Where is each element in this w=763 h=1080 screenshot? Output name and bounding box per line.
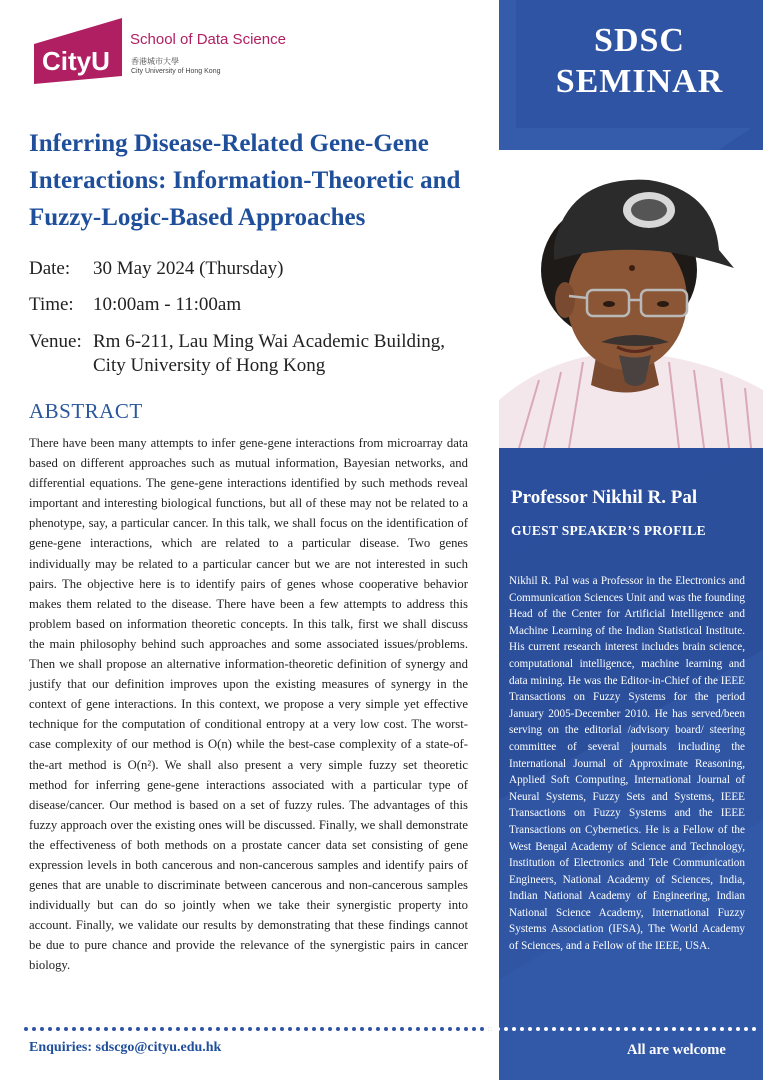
logo-english-name: City University of Hong Kong	[131, 68, 221, 75]
date-label: Date:	[29, 258, 71, 279]
date-value: 30 May 2024 (Thursday)	[93, 258, 284, 279]
logo-wordmark: CityU	[42, 46, 110, 76]
abstract-body: There have been many attempts to infer gene-gene interactions from microarray data based on different approaches such as mutual information, Bayesian networks, and differential equations. The gene-gene interactions identified by such methods reveal important and interesting biological functions, but all of these may not be related to a phenotype, say, a particular cancer. In this talk, we shall focus on the identification of gene-gene interactions, which are related to a particular disease. Two genes individually may be related to a particular cancer but we are not interested in such pairs. The objective here is to identify pairs of genes whose cooperative behavior makes them related to the disease. There have been a few attempts to address this problem based on information theoretic concepts. In this talk, first we shall discuss the main philosophy behind such approaches and some associated issues/problems. Then we shall propose an alternative information-theoretic definition of synergy and justify that our definition improves upon the existing measures of synergy in the context of gene interactions. In this context, we propose a very simple yet effective technique for the computation of conditional entropy at a very low cost. The worst-case complexity of our method is O(n) while the best-case complexity of a state-of-the-art method is O(n²). We shall also present a very simple fuzzy set theoretic method for inferring gene-gene interactions associated with a particular type of disease/cancer. Our method is based on a set of fuzzy rules. The advantages of this fuzzy approach over the existing ones will be discussed. Finally, we shall demonstrate the effectiveness of both methods on a prostate cancer data set consisting of gene expression levels in both cancerous and non-cancerous samples and identify pairs of genes that are unable to discriminate between cancerous and non-cancerous samples individually but can do so jointly when we take their synergistic property into account. Finally, we validate our results by demonstrating that these findings cannot be due to pure chance and provide the relevance of the synergistic pairs in cancer biology.	[29, 436, 468, 973]
seminar-title: Inferring Disease-Related Gene-Gene Interactions: Information-Theoretic and Fuzzy-Logic-Based Approaches	[29, 130, 461, 231]
logo-chinese-name: 香港城市大學	[131, 57, 179, 66]
enquiries-contact: Enquiries: sdscgo@cityu.edu.hk	[29, 1040, 222, 1055]
speaker-profile-label: GUEST SPEAKER’S PROFILE	[511, 523, 706, 538]
dotted-divider-left	[22, 1024, 498, 1034]
dotted-divider-right	[486, 1024, 763, 1034]
cityu-logo	[30, 18, 280, 88]
logo-school-name: School of Data Science	[130, 31, 286, 48]
time-value: 10:00am - 11:00am	[93, 294, 242, 315]
speaker-name: Professor Nikhil R. Pal	[511, 487, 698, 508]
abstract-heading: ABSTRACT	[29, 399, 143, 423]
venue-value-line2: City University of Hong Kong	[93, 355, 326, 376]
speaker-photo	[499, 150, 763, 448]
venue-label: Venue:	[29, 331, 82, 352]
speaker-bio: Nikhil R. Pal was a Professor in the Electronics and Communication Sciences Unit and was the founding Head of the Center for Artificial Intelligence and Machine Learning of the Indian Statistical Institute. His current research interest includes brain science, computational intelligence, machine learning and data mining. He was the Editor-in-Chief of the IEEE Transactions on Fuzzy Systems for the period January 2005-December 2010. He has served/been serving on the editorial /advisory board/ steering committee of several journals including the International Journal of Approximate Reasoning, Applied Soft Computing, International Journal of Neural Systems, Fuzzy Sets and Systems, IEEE Transactions on Fuzzy Systems and the IEEE Transactions on Cybernetics. He is a Fellow of the West Bengal Academy of Science and Technology, Institution of Electronics and Tele Communication Engineers, National Academy of Sciences, India, Indian National Academy of Engineering, Indian National Science Academy, International Fuzzy Systems Association (IFSA), The World Academy of Sciences, and a Fellow of the IEEE, USA.	[509, 575, 745, 953]
venue-value-line1: Rm 6-211, Lau Ming Wai Academic Building,	[93, 331, 446, 352]
seminar-banner-line2: SEMINAR	[555, 63, 724, 100]
seminar-banner-line1: SDSC	[594, 22, 685, 59]
all-welcome-note: All are welcome	[627, 1042, 726, 1058]
time-label: Time:	[29, 294, 74, 315]
seminar-banner	[516, 0, 763, 128]
